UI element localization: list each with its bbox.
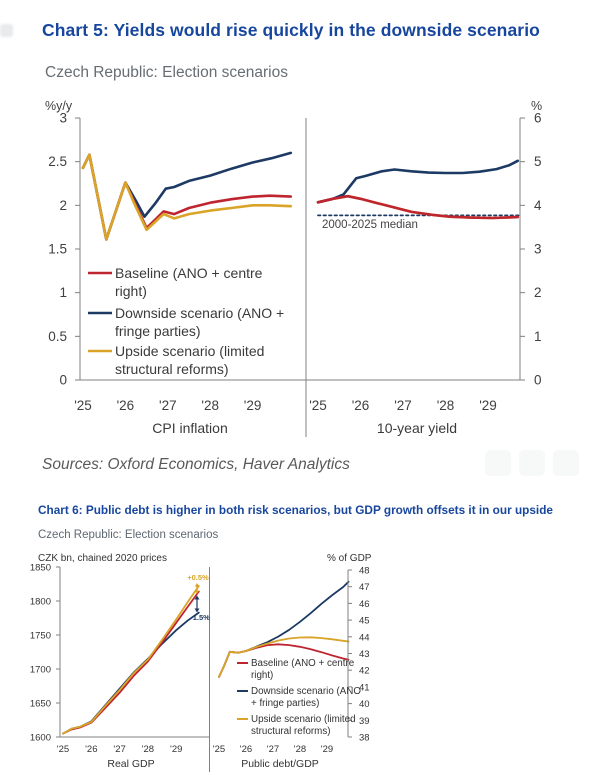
legend-baseline-label-line1: Baseline (ANO + centre: [251, 658, 355, 669]
gdp-xtick-label: '28: [141, 744, 155, 755]
yield-ytick-label: 1: [534, 328, 542, 344]
debt-ytick-label: 48: [359, 565, 370, 577]
cpi-axis-title: CPI inflation: [152, 420, 228, 436]
legend-upside-label-line2: structural reforms): [251, 726, 331, 737]
debt-axis-title: Public debt/GDP: [241, 758, 319, 770]
debt-ytick-label: 43: [359, 649, 370, 660]
median-annotation-label: 2000-2025 median: [322, 219, 418, 231]
ten-year-yield-panel: [309, 111, 542, 414]
faded-icon-1: [485, 450, 511, 476]
legend-downside-label-line2: + fringe parties): [251, 698, 320, 709]
cpi-ytick-label: 3: [59, 110, 67, 126]
yield-ytick-label: 3: [534, 241, 542, 257]
chart5-title: Chart 5: Yields would rise quickly in the downside scenario: [42, 20, 540, 40]
gdp-ytick-label: 1600: [29, 732, 51, 744]
real-gdp-panel: [30, 563, 199, 756]
debt-ytick-label: 45: [359, 615, 370, 627]
debt-xtick-label: '28: [293, 744, 307, 755]
yield-xtick-label: '26: [351, 398, 370, 413]
chart5-right-unit-label: %: [531, 99, 543, 113]
chart6-axes: [60, 567, 348, 772]
yield-ytick-label: 2: [534, 285, 542, 301]
legend-downside-label-line1: Downside scenario (ANO: [251, 686, 361, 697]
chart5-left-unit-label: %y/y: [45, 99, 73, 113]
yield-xtick-label: '25: [309, 398, 327, 413]
gdp-xtick-label: '25: [56, 744, 70, 755]
gdp-ytick-label: 1650: [29, 698, 51, 710]
cpi-xtick-label: '25: [74, 398, 92, 413]
cpi-xtick-label: '29: [243, 398, 262, 413]
gdp-unit-label: CZK bn, chained 2020 prices: [38, 553, 167, 564]
yield-ytick-label: 0: [534, 372, 542, 388]
legend-upside-label-line1: Upside scenario (limited: [251, 714, 356, 725]
cpi-xtick-label: '28: [201, 398, 219, 413]
gdp-ytick-label: 1750: [29, 630, 51, 642]
debt-ytick-label: 46: [359, 598, 370, 610]
legend-upside-label-line1: Upside scenario (limited: [115, 343, 265, 359]
debt-xtick-label: '25: [212, 744, 226, 755]
debt-ytick-label: 40: [359, 699, 370, 711]
gdp-downside-line: [63, 613, 199, 734]
cpi-ytick-label: 2.5: [48, 154, 67, 170]
gdp-axis-title: Real GDP: [107, 758, 155, 770]
cpi-xtick-label: '26: [116, 398, 135, 413]
chart6-subtitle: Czech Republic: Election scenarios: [38, 529, 219, 541]
gdp-baseline-line: [63, 592, 199, 734]
cpi-ytick-label: 0.5: [48, 328, 67, 344]
debt-ytick-label: 38: [359, 732, 370, 744]
faded-icon-3: [553, 450, 579, 476]
legend-downside-label-line2: fringe parties): [115, 323, 201, 339]
debt-unit-label: % of GDP: [327, 553, 372, 564]
cpi-ytick-label: 2: [59, 197, 67, 213]
debt-xtick-label: '27: [266, 744, 280, 755]
faded-icon-2: [519, 450, 545, 476]
cpi-ytick-label: 1: [59, 285, 67, 301]
debt-ytick-label: 42: [359, 665, 370, 677]
cpi-xtick-label: '27: [159, 398, 177, 413]
legend-baseline-label-line2: right): [115, 283, 147, 299]
downside-gap-arrow: [195, 596, 200, 613]
yield-ytick-label: 5: [534, 154, 542, 170]
cpi-ytick-label: 1.5: [48, 241, 67, 257]
sources-note: Sources: Oxford Economics, Haver Analytics: [42, 456, 350, 473]
legend-baseline-label-line1: Baseline (ANO + centre: [115, 265, 263, 281]
faded-share-icons: [485, 450, 579, 476]
yield-xtick-label: '29: [479, 398, 497, 413]
debt-ytick-label: 44: [359, 632, 370, 644]
gdp-xtick-label: '26: [85, 744, 98, 755]
debt-ytick-label: 47: [359, 582, 370, 594]
legend-upside-label-line2: structural reforms): [115, 361, 229, 377]
debt-ytick-label: 39: [359, 715, 370, 727]
gdp-ytick-label: 1800: [29, 596, 51, 608]
yield-ytick-label: 4: [534, 197, 542, 213]
chart5-subtitle: Czech Republic: Election scenarios: [45, 64, 288, 81]
legend-baseline-label-line2: right): [251, 670, 274, 681]
upside-gap-label: +0.5%: [187, 573, 209, 582]
debt-ytick-label: 41: [359, 682, 370, 694]
yield-ytick-label: 6: [534, 110, 542, 126]
yield-xtick-label: '28: [436, 398, 455, 413]
gdp-upside-line: [63, 586, 199, 734]
gdp-ytick-label: 1700: [29, 664, 51, 676]
gdp-xtick-label: '27: [113, 744, 126, 755]
yield-axis-title: 10-year yield: [376, 420, 458, 436]
downside-gap-label: -1.5%: [190, 613, 210, 622]
cpi-baseline-line: [83, 155, 291, 240]
chart6-legend: [237, 658, 361, 737]
debt-xtick-label: '26: [239, 744, 253, 755]
chart5-legend: [88, 265, 284, 377]
cpi-ytick-label: 0: [59, 372, 67, 388]
legend-downside-label-line1: Downside scenario (ANO +: [115, 305, 285, 321]
gdp-xtick-label: '29: [170, 744, 183, 755]
chart6-title: Chart 6: Public debt is higher in both risk scenarios, but GDP growth offsets it in our upside: [38, 503, 553, 517]
yield-xtick-label: '27: [394, 398, 412, 413]
gdp-ytick-label: 1850: [29, 562, 51, 574]
debt-xtick-label: '29: [320, 744, 334, 755]
